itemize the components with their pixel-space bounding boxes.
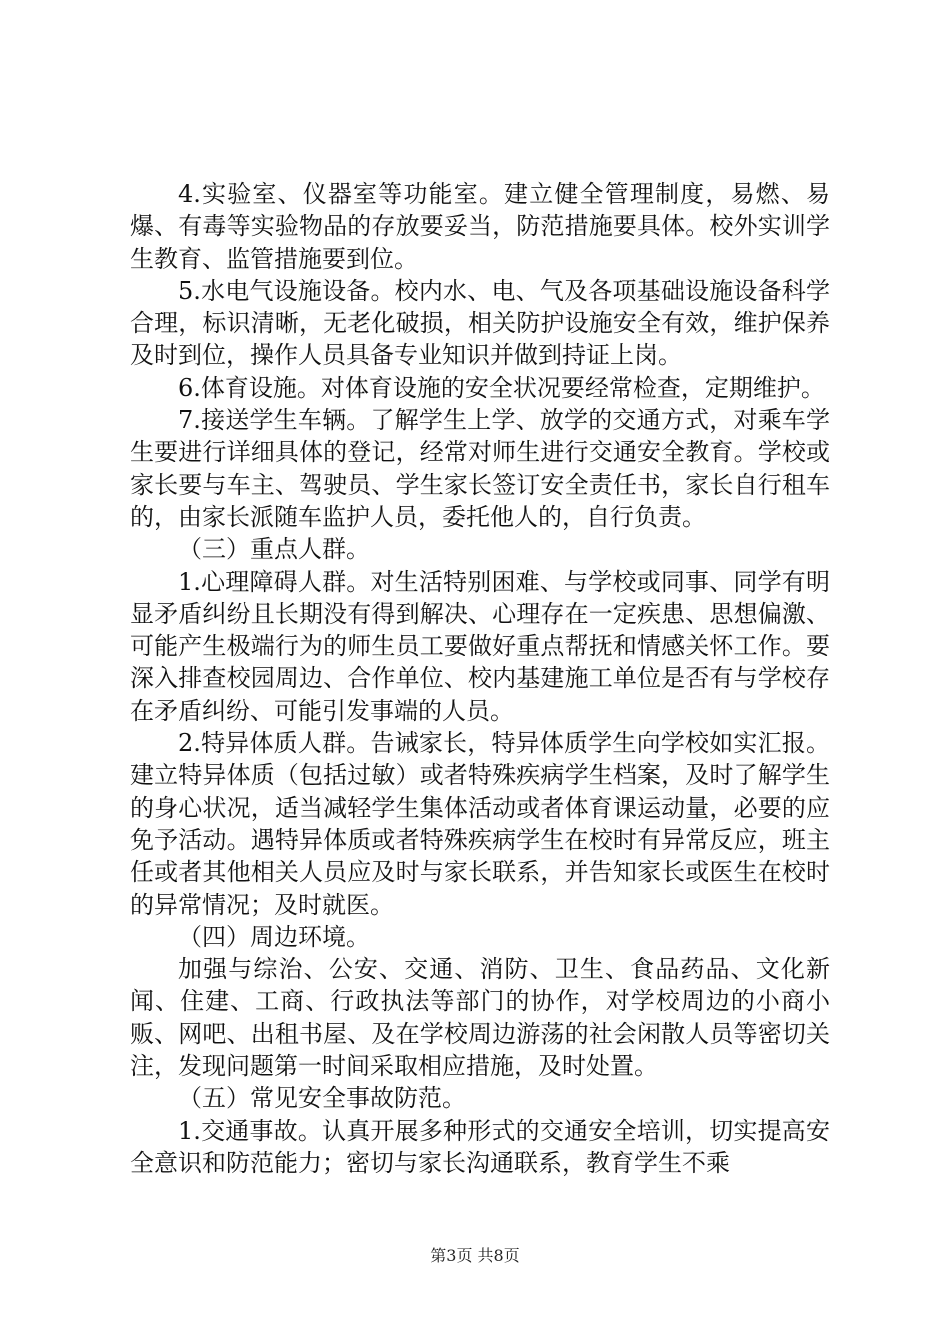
paragraph-psychological: 1.心理障碍人群。对生活特别困难、与学校或同事、同学有明显矛盾纠纷且长期没有得到解决、心理存在一定疾患、思想偏激、可能产生极端行为的师生员工要做好重点帮抚和情感关怀工作。要深入排查校园周边、合作单位、校内基建施工单位是否有与学校存在矛盾纠纷、可能引发事端的人员。 [130,567,830,725]
paragraph-cooperation: 加强与综治、公安、交通、消防、卫生、食品药品、文化新闻、住建、工商、行政执法等部门的协作，对学校周边的小商小贩、网吧、出租书屋、及在学校周边游荡的社会闲散人员等密切关注，发现问题第一时间采取相应措施，及时处置。 [130,955,830,1081]
section-heading-key-groups: （三）重点人群。 [178,535,370,564]
paragraph-special-physique: 2.特异体质人群。告诫家长，特异体质学生向学校如实汇报。建立特异体质（包括过敏）或者特殊疾病学生档案，及时了解学生的身心状况，适当减轻学生集体活动或者体育课运动量，必要的应免予活动。遇特异体质或者特殊疾病学生在校时有异常反应，班主任或者其他相关人员应及时与家长联系，并告知家长或医生在校时的异常情况；及时就医。 [130,729,830,919]
paragraph-school-vehicles: 7.接送学生车辆。了解学生上学、放学的交通方式，对乘车学生要进行详细具体的登记，经常对师生进行交通安全教育。学校或家长要与车主、驾驶员、学生家长签订安全责任书，家长自行租车的，由家长派随车监护人员，委托他人的，自行负责。 [130,406,830,531]
paragraph-lab-rooms: 4.实验室、仪器室等功能室。建立健全管理制度，易燃、易爆、有毒等实验物品的存放要妥当，防范措施要具体。校外实训学生教育、监管措施要到位。 [130,180,830,273]
paragraph-sports-facilities: 6.体育设施。对体育设施的安全状况要经常检查，定期维护。 [178,373,825,402]
document-body [130,178,830,1179]
section-heading-surroundings: （四）周边环境。 [178,922,370,951]
page-footer: 第3页 共8页 [430,1246,520,1265]
paragraph-utilities: 5.水电气设施设备。校内水、电、气及各项基础设施设备科学合理，标识清晰，无老化破损，相关防护设施安全有效，维护保养及时到位，操作人员具备专业知识并做到持证上岗。 [130,276,830,370]
section-heading-accident-prevention: （五）常见安全事故防范。 [178,1084,466,1113]
paragraph-traffic-accidents: 1.交通事故。认真开展多种形式的交通安全培训，切实提高安全意识和防范能力；密切与家长沟通联系，教育学生不乘 [130,1116,830,1177]
